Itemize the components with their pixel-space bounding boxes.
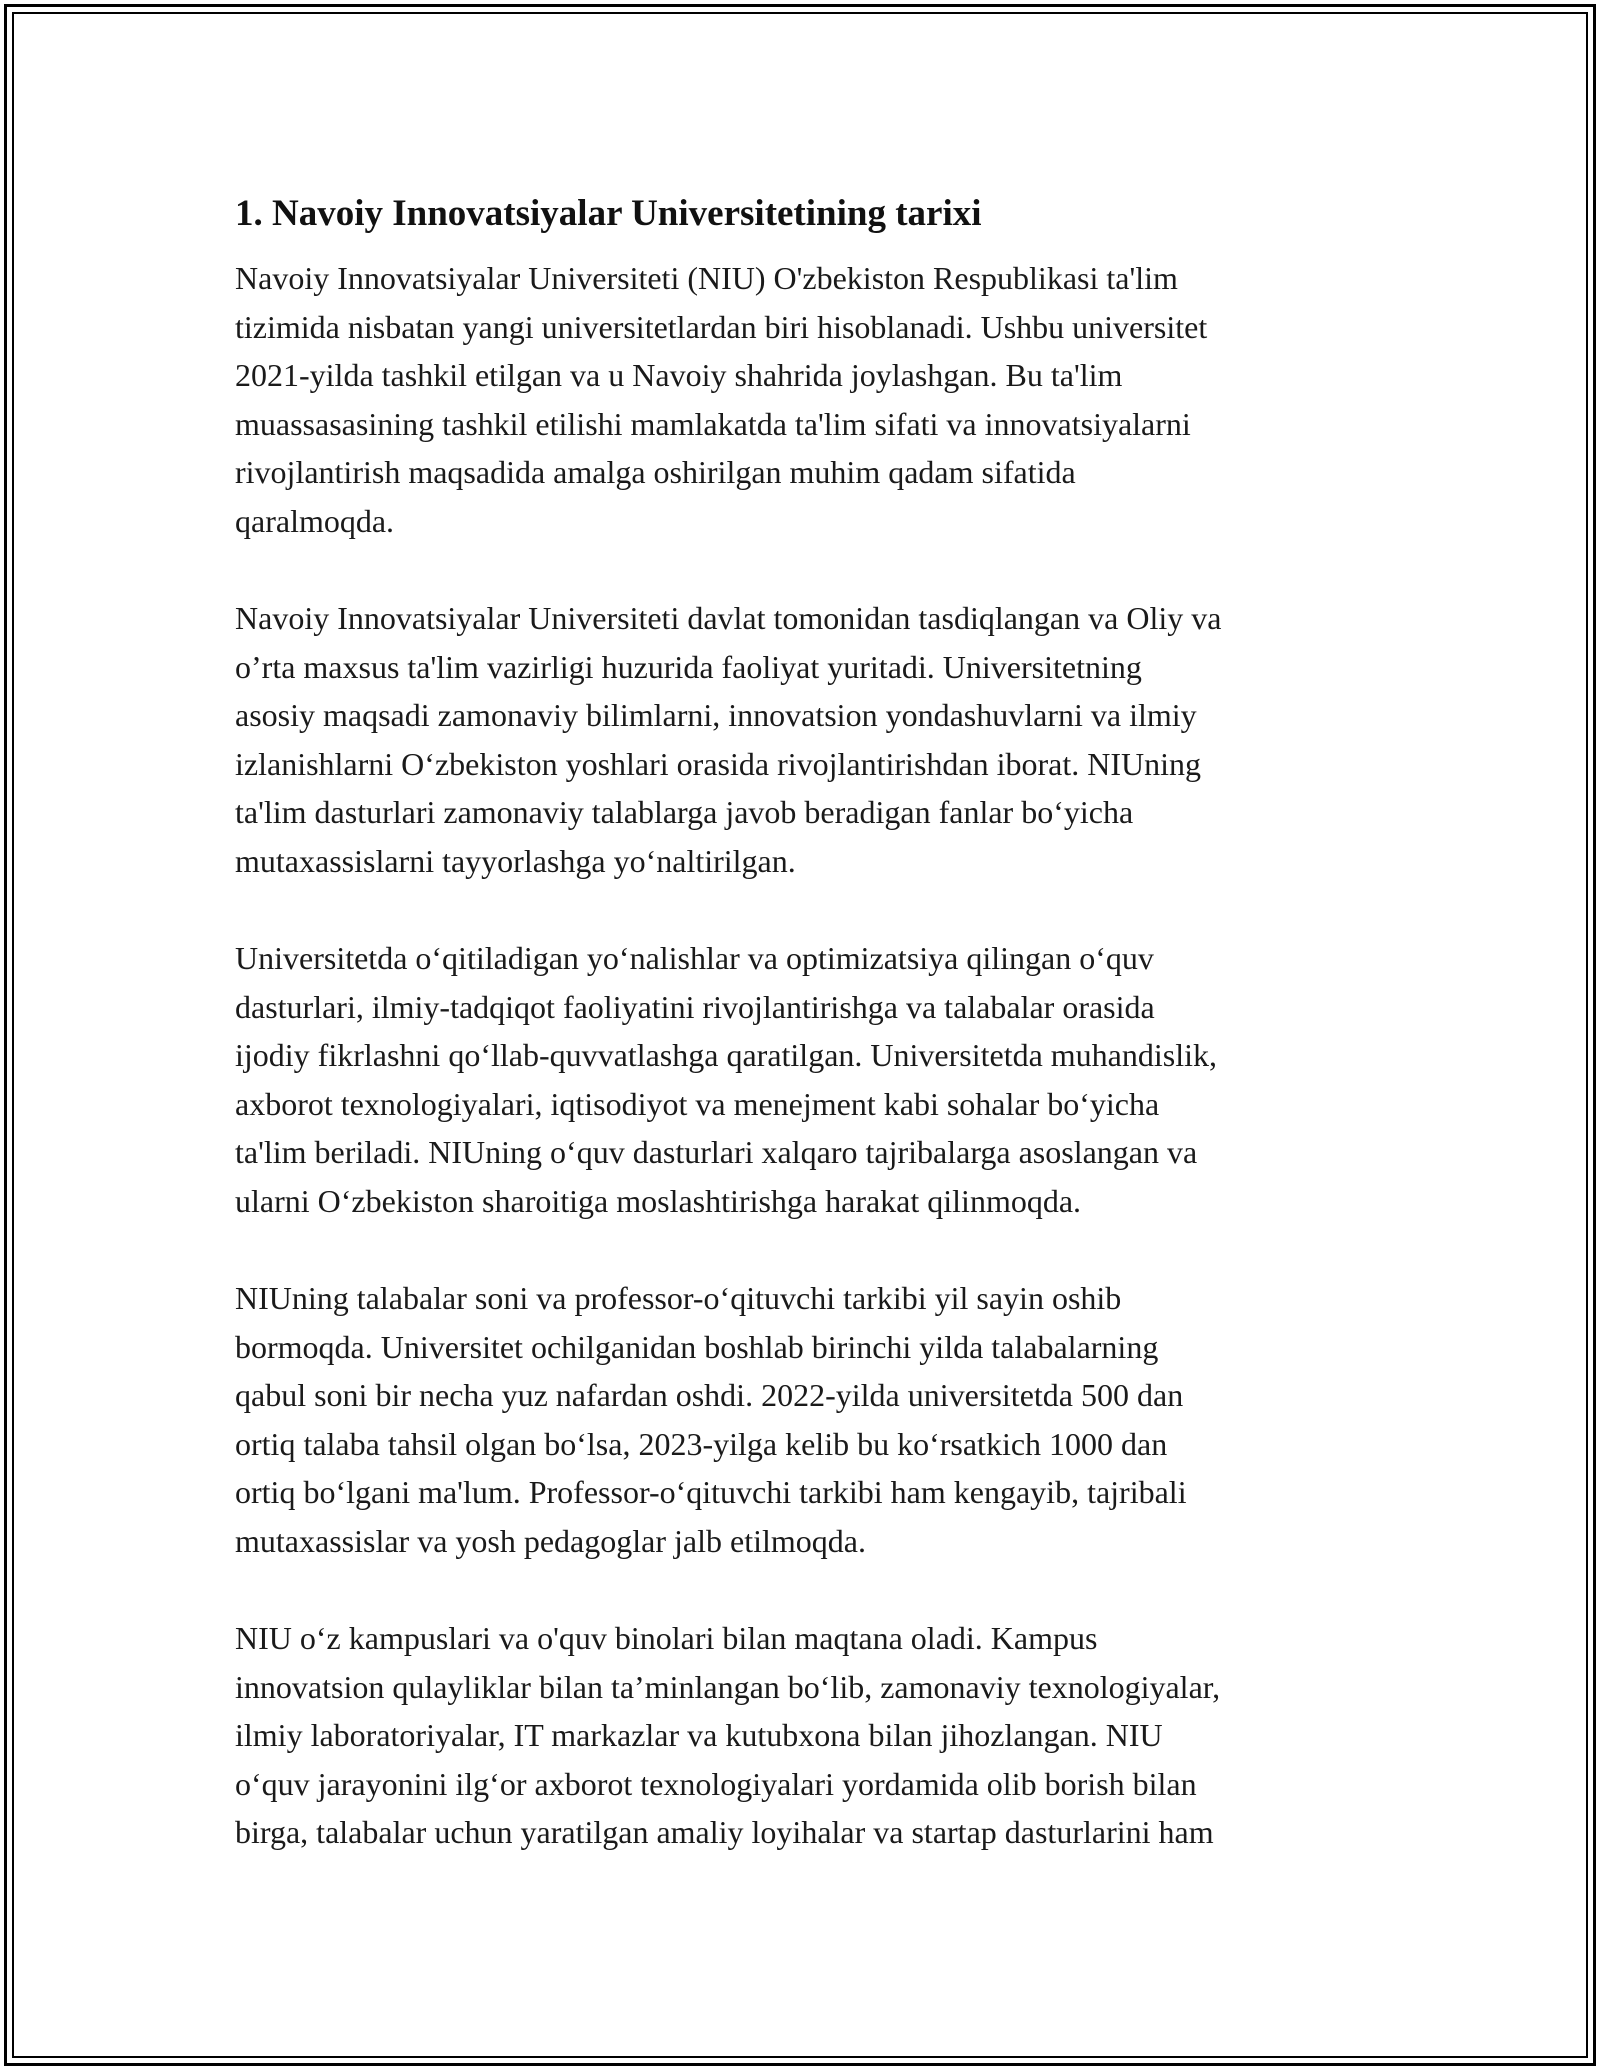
paragraph-line: ortiq bo‘lgani ma'lum. Professor-o‘qituvchi tarkibi ham kengayib, tajribali [235, 1474, 1187, 1510]
document-body [235, 186, 1375, 1906]
paragraph-line: bormoqda. Universitet ochilganidan boshlab birinchi yilda talabalarning [235, 1328, 1159, 1365]
paragraph-line: izlanishlarni O‘zbekiston yoshlari orasida rivojlantirishdan iborat. NIUning [235, 745, 1201, 782]
paragraph-line: Universitetda o‘qitiladigan yo‘nalishlar va optimizatsiya qilingan o‘quv [235, 940, 1154, 976]
section-heading: 1. Navoiy Innovatsiyalar Universitetining tarixi [235, 193, 982, 234]
paragraph-line: NIU o‘z kampuslari va o'quv binolari bilan maqtana oladi. Kampus [235, 1620, 1098, 1656]
paragraph-line: ularni O‘zbekiston sharoitiga moslashtirishga harakat qilinmoqda. [235, 1182, 1082, 1219]
paragraph-2 [235, 594, 1375, 885]
paragraph-line: mutaxassislar va yosh pedagoglar jalb etilmoqda. [235, 1522, 866, 1559]
paragraph-line: Navoiy Innovatsiyalar Universiteti (NIU) O'zbekiston Respublikasi ta'lim [235, 260, 1178, 296]
paragraph-line: o’rta maxsus ta'lim vazirligi huzurida faoliyat yuritadi. Universitetning [235, 648, 1142, 685]
paragraph-line: ta'lim beriladi. NIUning o‘quv dasturlari xalqaro tajribalarga asoslangan va [235, 1134, 1198, 1170]
paragraph-line: mutaxassislarni tayyorlashga yo‘naltirilgan. [235, 842, 796, 879]
paragraph-line: birga, talabalar uchun yaratilgan amaliy loyihalar va startap dasturlarini ham [235, 1814, 1214, 1850]
paragraph-line: rivojlantirish maqsadida amalga oshirilgan muhim qadam sifatida [235, 454, 1076, 490]
paragraph-line: Navoiy Innovatsiyalar Universiteti davlat tomonidan tasdiqlangan va Oliy va [235, 600, 1222, 636]
paragraph-line: ilmiy laboratoriyalar, IT markazlar va kutubxona bilan jihozlangan. NIU [235, 1717, 1163, 1753]
paragraph-line: muassasasining tashkil etilishi mamlakatda ta'lim sifati va innovatsiyalarni [235, 405, 1191, 442]
paragraph-4 [235, 1274, 1375, 1565]
paragraph-line: qabul soni bir necha yuz nafardan oshdi. 2022-yilda universitetda 500 dan [235, 1377, 1184, 1413]
paragraph-line: innovatsion qulayliklar bilan ta’minlangan bo‘lib, zamonaviy texnologiyalar, [235, 1668, 1221, 1705]
paragraph-line: 2021-yilda tashkil etilgan va u Navoiy shahrida joylashgan. Bu ta'lim [235, 357, 1123, 393]
paragraph-line: tizimida nisbatan yangi universitetlardan biri hisoblanadi. Ushbu universitet [235, 308, 1208, 345]
paragraph-line: axborot texnologiyalari, iqtisodiyot va menejment kabi sohalar bo‘yicha [235, 1085, 1160, 1122]
paragraph-line: qaralmoqda. [235, 502, 395, 539]
paragraph-line: o‘quv jarayonini ilg‘or axborot texnologiyalari yordamida olib borish bilan [235, 1765, 1197, 1802]
paragraph-line: ortiq talaba tahsil olgan bo‘lsa, 2023-yilga kelib bu ko‘rsatkich 1000 dan [235, 1425, 1168, 1462]
paragraph-line: ta'lim dasturlari zamonaviy talablarga javob beradigan fanlar bo‘yicha [235, 794, 1134, 830]
paragraph-5 [235, 1614, 1375, 1857]
paragraph-line: NIUning talabalar soni va professor-o‘qituvchi tarkibi yil sayin oshib [235, 1280, 1122, 1316]
paragraph-1 [235, 254, 1375, 545]
paragraph-line: dasturlari, ilmiy-tadqiqot faoliyatini rivojlantirishga va talabalar orasida [235, 988, 1155, 1025]
paragraph-line: ijodiy fikrlashni qo‘llab-quvvatlashga qaratilgan. Universitetda muhandislik, [235, 1037, 1217, 1073]
paragraph-3 [235, 934, 1375, 1225]
paragraph-line: asosiy maqsadi zamonaviy bilimlarni, innovatsion yondashuvlarni va ilmiy [235, 697, 1197, 733]
